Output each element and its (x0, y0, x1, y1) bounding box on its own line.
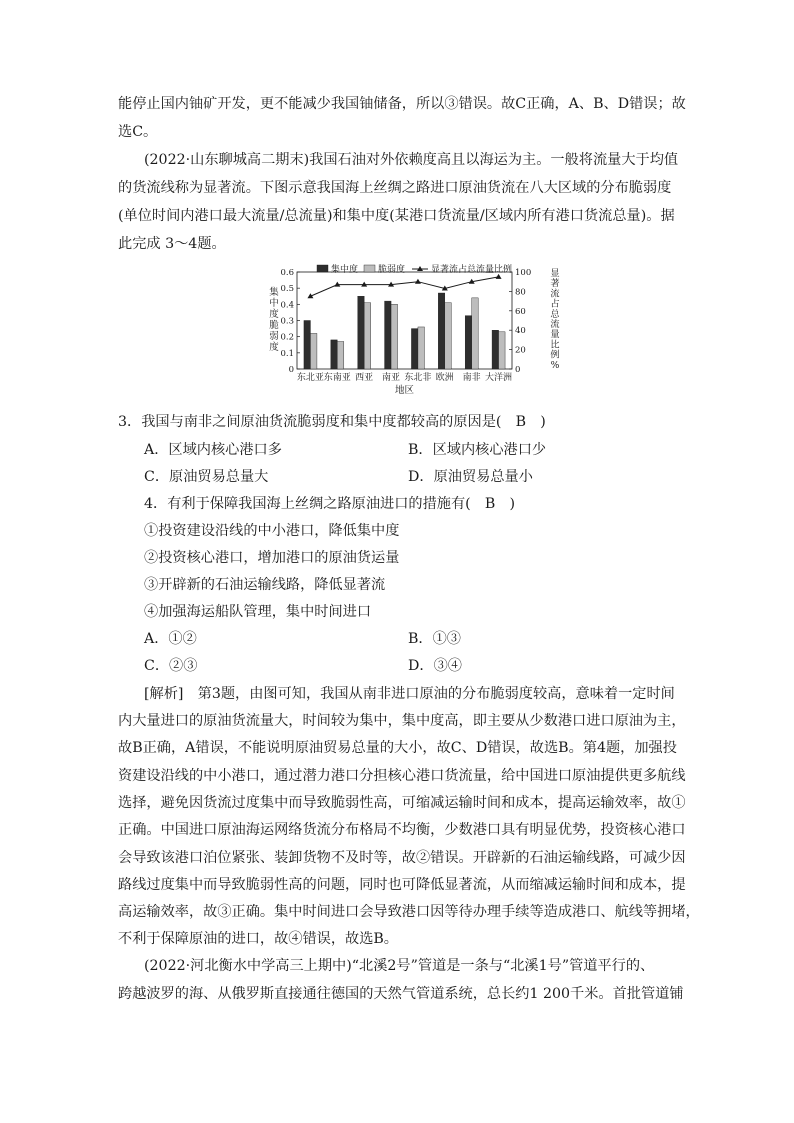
right-axis-label-char: 量 (550, 329, 560, 341)
bar-concentration (304, 321, 311, 370)
left-tick-label: 0.4 (280, 300, 294, 311)
option-d: D．③④ (408, 658, 462, 674)
text-line: 此完成 3～4题。 (118, 236, 226, 252)
left-axis-label-char: 集 (269, 287, 279, 298)
text-line: (单位时间内港口最大流量/总流量)和集中度(某港口货流量/区域内所有港口货流总量)。据 (118, 208, 675, 224)
right-tick-label: 20 (515, 345, 526, 356)
option-b: B．①③ (408, 631, 461, 647)
right-axis-label-char: 总 (550, 308, 560, 320)
line-point-marker (334, 282, 340, 287)
bar-concentration (385, 301, 392, 369)
statement-item: ②投资核心港口，增加港口的原油货运量 (144, 550, 400, 566)
analysis-line: 正确。中国进口原油海运网络货流分布格局不均衡，少数港口具有明显优势，投资核心港口 (118, 822, 686, 838)
option-c: C．②③ (144, 658, 198, 674)
option-c: C．原油贸易总量大 (144, 469, 269, 485)
analysis-line: [解析] 第3题，由图可知，我国从南非进口原油的分布脆弱度较高，意味着一定时间 (144, 686, 675, 702)
text-line: 的货流线称为显著流。下图示意我国海上丝绸之路进口原油货流在八大区域的分布脆弱度 (118, 180, 672, 196)
legend-label-vulnerability: 脆弱度 (378, 265, 406, 275)
x-tick-label: 东北非 (404, 373, 432, 383)
analysis-line: 路线过度集中而导致脆弱性高的问题，同时也可降低显著流，从而缩减运输时间和成本，提 (118, 877, 686, 893)
left-tick-label: 0.2 (280, 332, 294, 343)
statement-item: ①投资建设沿线的中小港口，降低集中度 (144, 523, 400, 539)
plot-frame (297, 272, 512, 369)
right-axis-label-char: % (550, 359, 560, 371)
right-tick-label: 60 (515, 306, 526, 317)
text-line: 选C。 (118, 124, 158, 140)
right-axis-label-char: 流 (550, 288, 560, 300)
right-tick-label: 100 (515, 268, 532, 278)
left-axis-label-char: 度 (269, 342, 279, 353)
text-line: (2022·河北衡水中学高三上期中)“北溪2号”管道是一条与“北溪1号”管道平行的、 (144, 958, 655, 974)
right-axis-label-char: 比 (550, 339, 560, 351)
statement-item: ④加强海运船队管理，集中时间进口 (144, 604, 372, 620)
bar-vulnerability (310, 333, 317, 369)
left-tick-label: 0.1 (280, 348, 294, 359)
left-axis-label-char: 度 (269, 309, 279, 320)
text-line: 能停止国内铀矿开发，更不能减少我国铀储备，所以③错误。故C正确，A、B、D错误；故 (118, 96, 686, 112)
line-point-marker (361, 282, 367, 287)
analysis-line: 资建设沿线的中小港口，通过潜力港口分担核心港口货流量，给中国进口原油提供更多航线 (118, 768, 686, 784)
bar-concentration (492, 330, 499, 369)
left-tick-label: 0.6 (280, 268, 294, 278)
right-axis-label-char: 显 (550, 268, 560, 279)
analysis-line: 选择，避免因货流过度集中而导致脆弱性高，可缩减运输时间和成本，提高运输效率，故① (118, 795, 686, 811)
right-axis-label-char: 流 (550, 319, 560, 330)
bar-concentration (358, 296, 365, 369)
x-tick-label: 东北亚 (296, 373, 324, 383)
left-axis-label-char: 中 (269, 298, 279, 309)
left-tick-label: 0 (288, 365, 294, 375)
bar-vulnerability (364, 303, 371, 369)
option-a: A．区域内核心港口多 (144, 442, 282, 458)
legend-swatch-vulnerability (364, 265, 375, 272)
right-axis-label-char: 例 (550, 349, 560, 361)
x-axis-title: 地区 (394, 385, 415, 396)
right-tick-label: 80 (515, 287, 526, 298)
x-tick-label: 欧洲 (435, 373, 454, 383)
bar-concentration (438, 293, 445, 369)
legend-label-line: 显著流占总流量比例 (431, 265, 513, 275)
bar-vulnerability (499, 332, 506, 369)
bar-vulnerability (472, 298, 479, 369)
analysis-line: 内大量进口的原油货流量大，时间较为集中，集中度高，即主要从少数港口进口原油为主， (118, 713, 686, 729)
left-axis-label-char: 弱 (269, 331, 279, 342)
analysis-line: 故B正确，A错误，不能说明原油贸易总量的大小，故C、D错误，故选B。第4题，加强投 (118, 740, 677, 756)
left-axis-label-char: 脆 (269, 320, 279, 331)
statement-item: ③开辟新的石油运输线路，降低显著流 (144, 577, 386, 593)
question-3-stem: 3．我国与南非之间原油货流脆弱度和集中度都较高的原因是( B ) (118, 414, 546, 430)
left-tick-label: 0.3 (280, 316, 294, 327)
legend-label-concentration: 集中度 (331, 265, 359, 275)
bar-concentration (331, 340, 338, 369)
bar-concentration (411, 329, 418, 369)
line-point-marker (415, 279, 421, 284)
question-4-stem: 4．有利于保障我国海上丝绸之路原油进口的措施有( B ) (144, 496, 516, 512)
x-tick-label: 南非 (462, 373, 481, 383)
option-b: B．区域内核心港口少 (408, 442, 547, 458)
bar-vulnerability (391, 304, 398, 369)
concentration-vulnerability-chart (262, 262, 564, 402)
text-line: (2022·山东聊城高二期末)我国石油对外依赖度高且以海运为主。一般将流量大于均值 (144, 152, 679, 168)
x-tick-label: 大洋洲 (485, 373, 513, 383)
chart-line-series (307, 274, 501, 298)
analysis-line: 不利于保障原油的进口，故④错误，故选B。 (118, 931, 398, 947)
left-tick-label: 0.5 (280, 284, 294, 295)
right-tick-label: 40 (515, 326, 526, 337)
right-axis-label-char: 著 (550, 278, 560, 290)
text-line: 跨越波罗的海、从俄罗斯直接通往德国的天然气管道系统，总长约1 200千米。首批管道铺 (118, 986, 684, 1002)
bar-vulnerability (445, 303, 452, 369)
chart-legend (317, 263, 512, 275)
bar-concentration (465, 316, 472, 369)
chart-bars (304, 293, 505, 369)
right-axis-label-char: 占 (550, 298, 560, 310)
x-tick-label: 西亚 (355, 373, 374, 383)
x-tick-label: 东南亚 (323, 373, 351, 383)
bar-vulnerability (337, 342, 344, 369)
option-a: A．①② (144, 631, 197, 647)
x-tick-label: 南亚 (382, 373, 401, 383)
bar-vulnerability (418, 327, 425, 369)
analysis-line: 高运输效率，故③正确。集中时间进口会导致港口因等待办理手续等造成港口、航线等拥堵， (118, 904, 700, 920)
right-tick-label: 0 (515, 365, 521, 375)
legend-swatch-concentration (317, 265, 328, 272)
analysis-line: 会导致该港口泊位紧张、装卸货物不及时等，故②错误。开辟新的石油运输线路，可减少因 (118, 850, 686, 866)
option-d: D．原油贸易总量小 (408, 469, 533, 485)
